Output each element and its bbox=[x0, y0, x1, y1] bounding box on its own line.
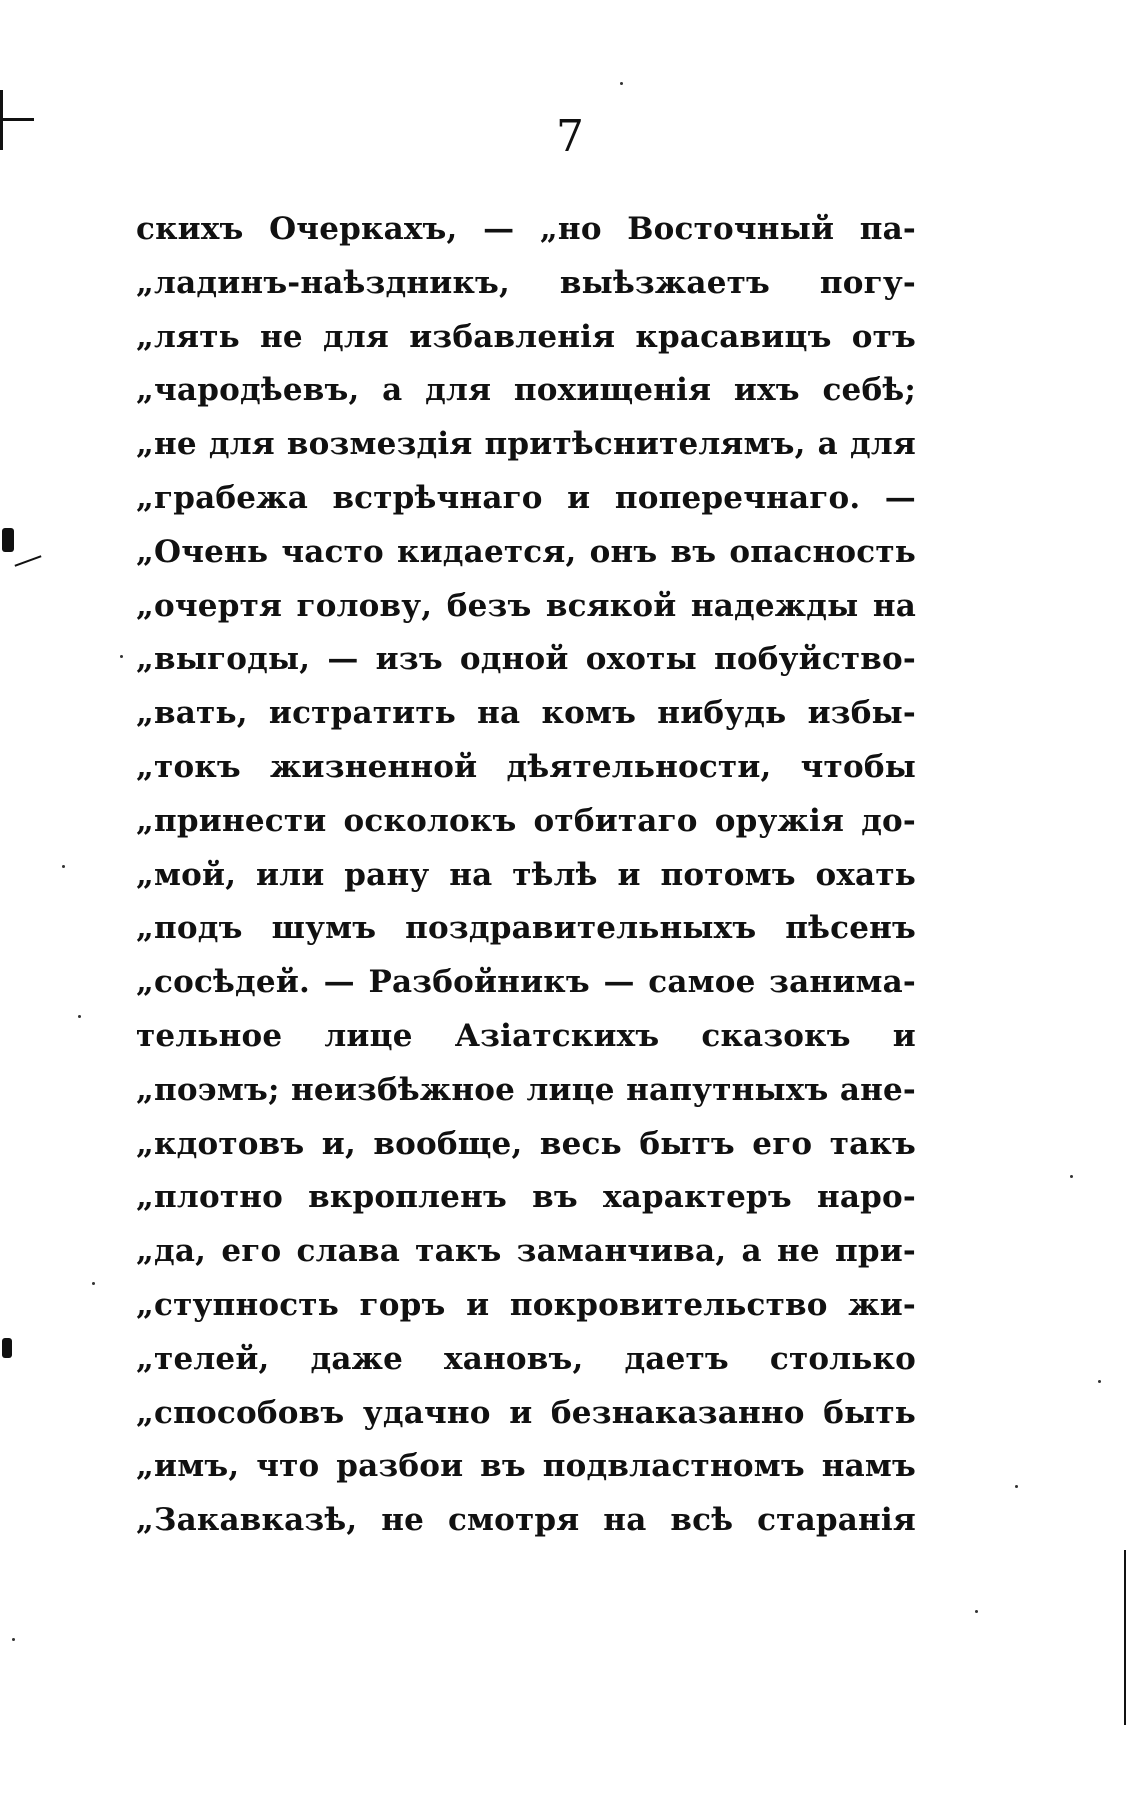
text-line: „плотно вкропленъ въ характеръ наро- bbox=[136, 1179, 916, 1216]
scan-speck bbox=[1070, 1175, 1073, 1178]
text-line: „принести осколокъ отбитаго оружія до- bbox=[136, 802, 916, 839]
left-margin-mark bbox=[2, 1338, 12, 1358]
scan-speck bbox=[975, 1610, 978, 1613]
text-line: „грабежа встрѣчнаго и поперечнаго. — bbox=[136, 479, 916, 516]
text-line: тельное лице Азіатскихъ сказокъ и bbox=[136, 1017, 916, 1054]
scan-speck bbox=[12, 1638, 15, 1641]
text-line: „токъ жизненной дѣятельности, чтобы bbox=[136, 748, 916, 785]
text-line: „способовъ удачно и безнаказанно быть bbox=[136, 1394, 916, 1431]
right-margin-mark bbox=[1124, 1550, 1126, 1725]
body-text bbox=[136, 203, 916, 1548]
text-line: „очертя голову, безъ всякой надежды на bbox=[136, 587, 916, 624]
text-line: „ладинъ-наѣздникъ, выѣзжаетъ погу- bbox=[136, 264, 916, 301]
left-margin-mark bbox=[2, 528, 14, 552]
text-line: „да, его слава такъ заманчива, а не при- bbox=[136, 1233, 916, 1270]
text-line: „мой, или рану на тѣлѣ и потомъ охать bbox=[136, 856, 916, 893]
page-number: 7 bbox=[556, 111, 584, 162]
scan-speck bbox=[620, 82, 623, 85]
text-line: „Закавказѣ, не смотря на всѣ старанія bbox=[136, 1502, 916, 1539]
scan-speck bbox=[78, 1015, 81, 1018]
text-line: „чародѣевъ, а для похищенія ихъ себѣ; bbox=[136, 372, 916, 409]
text-line: „сосѣдей. — Разбойникъ — самое занима- bbox=[136, 964, 916, 1001]
text-line: „Очень часто кидается, онъ въ опасность bbox=[136, 533, 916, 570]
scan-speck bbox=[1015, 1485, 1018, 1488]
scan-speck bbox=[62, 865, 65, 868]
text-line: „имъ, что разбои въ подвластномъ намъ bbox=[136, 1448, 916, 1485]
text-line: „телей, даже хановъ, даетъ столько bbox=[136, 1340, 916, 1377]
text-line: „не для возмездія притѣснителямъ, а для bbox=[136, 426, 916, 463]
text-line: „ступность горъ и покровительство жи- bbox=[136, 1286, 916, 1323]
left-margin-mark bbox=[15, 555, 42, 566]
text-line: „вать, истратить на комъ нибудь избы- bbox=[136, 695, 916, 732]
text-line: „выгоды, — изъ одной охоты побуйство- bbox=[136, 641, 916, 678]
scan-speck bbox=[120, 655, 123, 658]
text-line: „кдотовъ и, вообще, весь бытъ его такъ bbox=[136, 1125, 916, 1162]
scan-speck bbox=[92, 1282, 95, 1285]
text-line: скихъ Очеркахъ, — „но Восточный па- bbox=[136, 211, 916, 247]
text-line: „лять не для избавленія красавицъ отъ bbox=[136, 318, 916, 355]
text-line: „поэмъ; неизбѣжное лице напутныхъ анe- bbox=[136, 1071, 916, 1108]
text-line: „подъ шумъ поздравительныхъ пѣсенъ bbox=[136, 910, 916, 947]
scan-speck bbox=[1098, 1380, 1101, 1383]
